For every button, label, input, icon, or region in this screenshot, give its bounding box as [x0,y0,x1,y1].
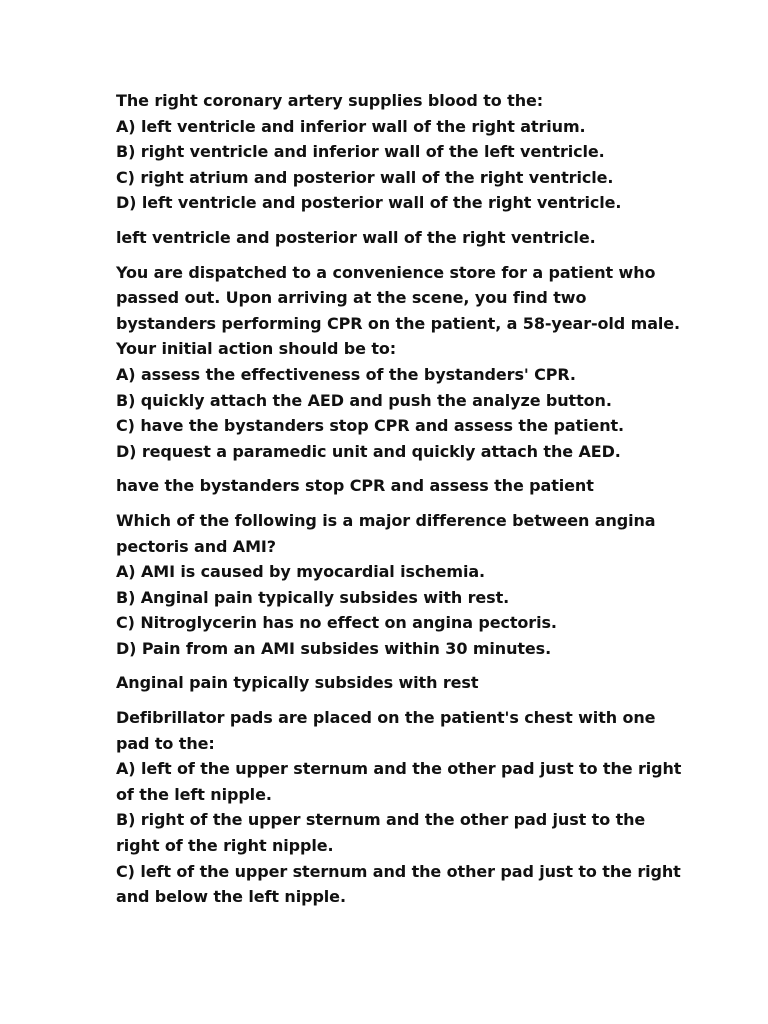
option-a-continued: of the left nipple. [116,784,272,804]
question-text: pectoris and AMI? [116,536,276,556]
question-block [116,508,676,662]
question-text: Which of the following is a major difference between angina [116,510,656,530]
answer-text: have the bystanders stop CPR and assess the patient [116,476,594,496]
question-text: The right coronary artery supplies blood to the: [116,91,544,110]
option-d: D) request a paramedic unit and quickly attach the AED. [116,441,621,461]
option-b: B) right ventricle and inferior wall of the left ventricle. [116,142,605,162]
question-block [116,260,681,465]
answer-text: Anginal pain typically subsides with rest [116,673,479,693]
option-c: C) Nitroglycerin has no effect on angina pectoris. [116,613,557,633]
option-b: B) right of the upper sternum and the other pad just to the [116,810,646,830]
option-a: A) AMI is caused by myocardial ischemia. [116,562,486,582]
question-text: Defibrillator pads are placed on the patient's chest with one [116,708,656,728]
question-block [116,705,682,910]
question-block [116,88,676,216]
question-text: You are dispatched to a convenience store for a patient who [116,262,656,282]
option-b: B) Anginal pain typically subsides with rest. [116,587,510,607]
option-a: A) left of the upper sternum and the other pad just to the right [116,759,682,779]
option-c: C) left of the upper sternum and the other pad just to the right [116,861,681,881]
option-b-continued: right of the right nipple. [116,836,334,856]
option-d: D) Pain from an AMI subsides within 30 minutes. [116,638,552,658]
option-d: D) left ventricle and posterior wall of the right ventricle. [116,193,622,213]
option-b: B) quickly attach the AED and push the analyze button. [116,390,612,410]
question-text: pad to the: [116,733,215,753]
option-c: C) right atrium and posterior wall of the right ventricle. [116,167,614,187]
question-text: bystanders performing CPR on the patient, a 58-year-old male. [116,313,681,333]
question-text: Your initial action should be to: [116,339,397,359]
option-a: A) left ventricle and inferior wall of the right atrium. [116,116,586,136]
option-c-continued: and below the left nipple. [116,887,346,907]
answer-text: left ventricle and posterior wall of the right ventricle. [116,227,596,247]
option-a: A) assess the effectiveness of the bystanders' CPR. [116,364,576,384]
option-c: C) have the bystanders stop CPR and assess the patient. [116,416,625,436]
document-page [116,88,682,919]
question-text: passed out. Upon arriving at the scene, you find two [116,288,587,308]
